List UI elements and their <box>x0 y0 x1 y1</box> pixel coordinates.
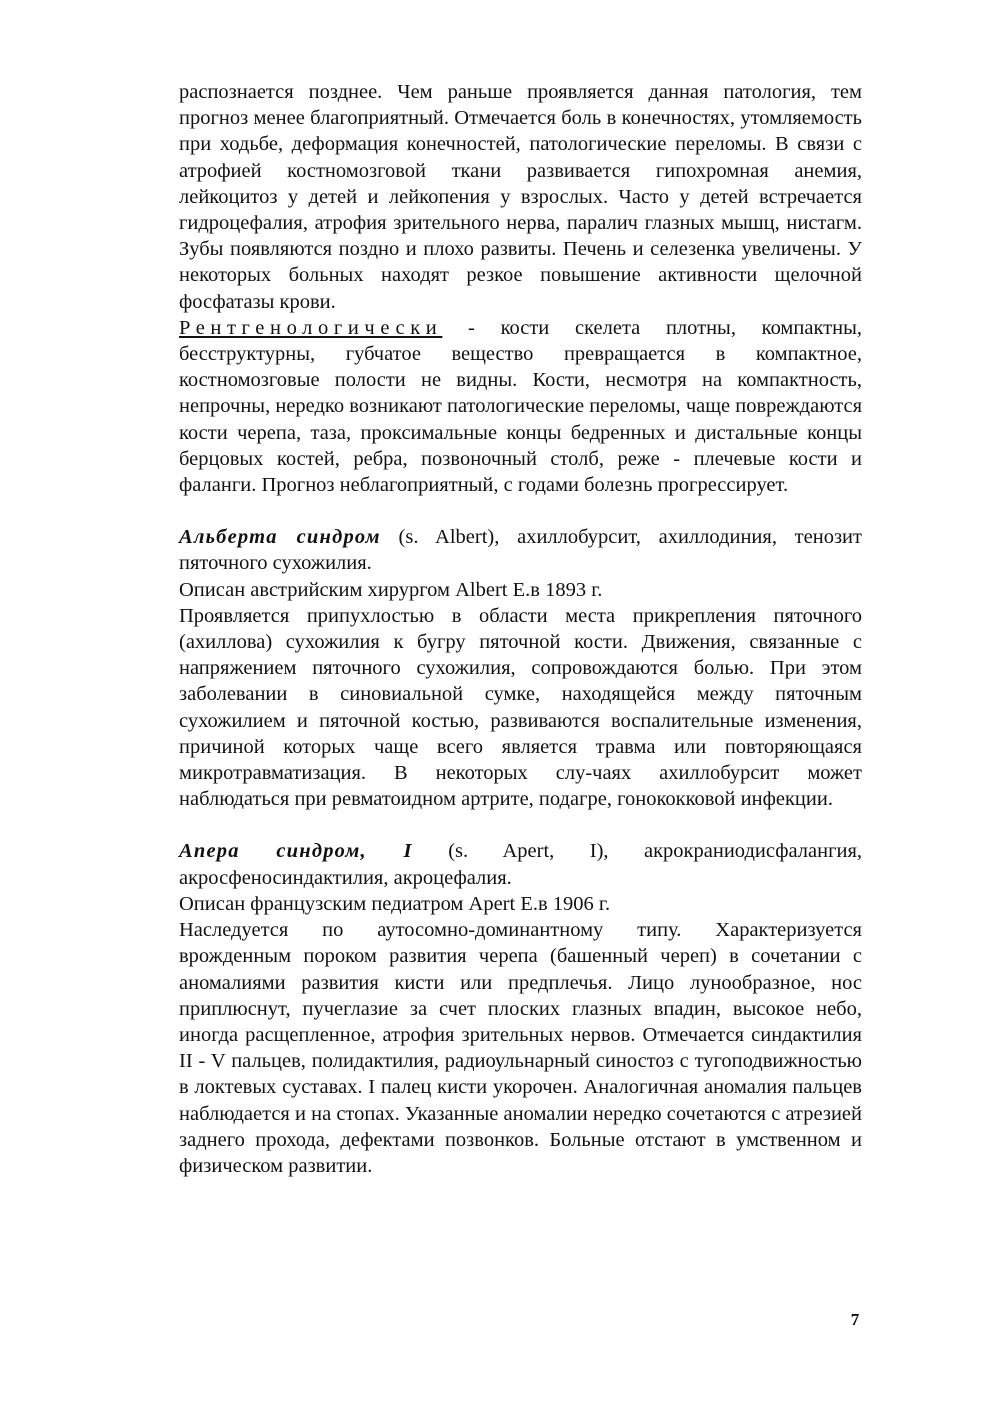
apert-described: Описан французским педиатром Apert E.в 1906 г. <box>179 892 611 915</box>
albert-body: Проявляется припухлостью в области места прикрепления пяточного (ахиллова) сухожилия к бугру пяточной кости. Движения, связанные с напряжением пяточного сухожилия, сопровождаются болью. При этом заболевании в синовиальной сумке, находящейся между пяточным сухожилием и пяточной костью, развиваются воспалительные изменения, причиной которых чаще всего является травма или повторяющаяся микротравматизация. В некоторых слу-чаях ахиллобурсит может наблюдаться при ревматоидном артрите, подагре, гонококковой инфекции. <box>179 604 862 811</box>
paragraph-xray <box>179 315 862 498</box>
paragraph-intro: распознается позднее. Чем раньше проявляется данная патология, тем прогноз менее благоприятный. Отмечается боль в конечностях, утомляемость при ходьбе, деформация конечностей, патологические переломы. В связи с атрофией костномозговой ткани развивается гипохромная анемия, лейкоцитоз у детей и лейкопения у взрослых. Часто у детей встречается гидроцефалия, атрофия зрительного нерва, паралич глазных мышц, нистагм. Зубы появляются поздно и плохо развиты. Печень и селезенка увеличены. У некоторых больных находят резкое повышение активности щелочной фосфатазы крови. <box>179 81 862 313</box>
section-gap <box>179 498 862 524</box>
apert-term: Апера синдром, I <box>179 840 413 863</box>
section-gap <box>179 812 862 838</box>
albert-heading <box>179 524 862 576</box>
apert-heading <box>179 838 862 890</box>
xray-label: Рентгенологически <box>179 316 443 339</box>
apert-synonyms: (s. Apert, I), акрокраниодисфалангия, акросфеносиндактилия, акроцефалия. <box>179 840 862 889</box>
albert-described: Описан австрийским хирургом Albert E.в 1893 г. <box>179 578 603 601</box>
albert-term: Альберта синдром <box>179 526 381 549</box>
page-number: 7 <box>850 1310 860 1329</box>
apert-body: Наследуется по аутосомно-доминантному типу. Характеризуется врожденным пороком развития черепа (башенный череп) в сочетании с аномалиями развития кисти или предплечья. Лицо лунообразное, нос приплюснут, пучеглазие за счет плоских глазных впадин, высокое небо, иногда расщепленное, атрофия зрительных нервов. Отмечается синдактилия II - V пальцев, полидактилия, радиоульнарный синостоз с тугоподвижностью в локтевых суставах. I палец кисти укорочен. Аналогичная аномалия пальцев наблюдается и на стопах. Указанные аномалии нередко сочетаются с атрезией заднего прохода, дефектами позвонков. Больные отстают в умственном и физическом развитии. <box>179 919 862 1177</box>
xray-text: - кости скелета плотны, компактны, бесструктурны, губчатое вещество превращается в компактное, костномозговые полости не видны. Кости, несмотря на компактность, непрочны, нередко возникают патологические переломы, чаще повреждаются кости черепа, таза, проксимальные концы бедренных и дистальные концы берцовых костей, ребра, позвоночный столб, реже - плечевые кости и фаланги. Прогноз неблагоприятный, с годами болезнь прогрессирует. <box>179 316 862 497</box>
document-page <box>179 79 862 1179</box>
albert-synonyms: (s. Albert), ахиллобурсит, ахиллодиния, тенозит пяточного сухожилия. <box>179 526 862 575</box>
